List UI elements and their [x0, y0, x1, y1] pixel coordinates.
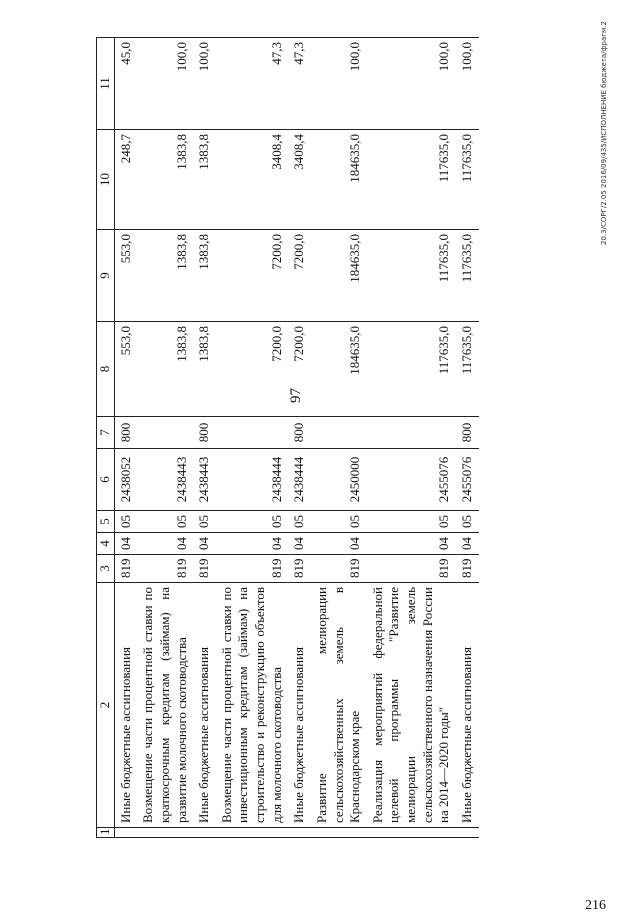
cell-value: 1383,8: [137, 322, 193, 417]
cell-code: 2455076: [456, 449, 479, 511]
budget-table: [96, 37, 479, 838]
cell-value: 3408,4: [216, 130, 289, 230]
cell-value: 7200,0: [288, 230, 311, 322]
cell-code: 819: [456, 555, 479, 583]
cell-value: 117635,0: [456, 322, 479, 417]
cell-value: 184635,0: [311, 230, 367, 322]
cell-code: [367, 417, 456, 449]
cell-code: 800: [288, 417, 311, 449]
cell-value: 1383,8: [137, 130, 193, 230]
header-cell: 8: [97, 322, 115, 417]
cell-code: 819: [193, 555, 216, 583]
cell-code: 05: [367, 511, 456, 533]
cell-col1: [456, 828, 479, 838]
table-row: [114, 38, 137, 838]
cell-code: 819: [216, 555, 289, 583]
cell-col1: [216, 828, 289, 838]
cell-col1: [288, 828, 311, 838]
table-row: [137, 38, 193, 838]
cell-value: 100,0: [367, 38, 456, 130]
cell-col1: [137, 828, 193, 838]
cell-code: 2438444: [288, 449, 311, 511]
header-cell: 9: [97, 230, 115, 322]
cell-code: 04: [456, 533, 479, 555]
bottom-page-number: 216: [585, 898, 606, 913]
cell-code: 800: [456, 417, 479, 449]
cell-code: 819: [367, 555, 456, 583]
header-row: [97, 38, 115, 838]
cell-code: 819: [114, 555, 137, 583]
header-cell: 7: [97, 417, 115, 449]
table-row: [216, 38, 289, 838]
header-cell: 1: [97, 828, 115, 838]
cell-value: 100,0: [193, 38, 216, 130]
cell-code: 04: [137, 533, 193, 555]
header-cell: 6: [97, 449, 115, 511]
cell-code: 2455076: [367, 449, 456, 511]
cell-value: 100,0: [311, 38, 367, 130]
cell-code: 2438444: [216, 449, 289, 511]
cell-value: 1383,8: [193, 322, 216, 417]
header-cell: 3: [97, 555, 115, 583]
cell-description: Иные бюджетные ассигнования: [114, 583, 137, 828]
table-row: [288, 38, 311, 838]
cell-description: Иные бюджетные ассигнования: [193, 583, 216, 828]
cell-code: 04: [288, 533, 311, 555]
cell-value: 7200,0: [288, 322, 311, 417]
cell-value: 117635,0: [367, 230, 456, 322]
cell-code: 05: [137, 511, 193, 533]
cell-value: 184635,0: [311, 130, 367, 230]
cell-value: 248,7: [114, 130, 137, 230]
table-row: [311, 38, 367, 838]
cell-code: 05: [216, 511, 289, 533]
cell-code: 04: [193, 533, 216, 555]
cell-value: 117635,0: [367, 130, 456, 230]
cell-value: 117635,0: [367, 322, 456, 417]
cell-col1: [193, 828, 216, 838]
header-cell: 11: [97, 38, 115, 130]
cell-description: Реализация мероприятий федеральной целевой программы "Развитие мелиорации земель сельскохозяйственного назначения России на 2014—2020 годы": [367, 583, 456, 828]
header-cell: 10: [97, 130, 115, 230]
table-row: [456, 38, 479, 838]
cell-value: 117635,0: [456, 230, 479, 322]
cell-value: 47,3: [216, 38, 289, 130]
cell-code: 800: [114, 417, 137, 449]
cell-description: Иные бюджетные ассигнования: [456, 583, 479, 828]
cell-col1: [311, 828, 367, 838]
cell-code: 2450000: [311, 449, 367, 511]
cell-value: 7200,0: [216, 230, 289, 322]
cell-description: Развитие мелиорации сельскохозяйственных земель в Краснодарском крае: [311, 583, 367, 828]
cell-value: 184635,0: [311, 322, 367, 417]
cell-value: 47,3: [288, 38, 311, 130]
cell-code: 05: [114, 511, 137, 533]
cell-code: 2438443: [193, 449, 216, 511]
cell-code: 05: [311, 511, 367, 533]
page-number: 97: [288, 388, 304, 403]
cell-code: 819: [137, 555, 193, 583]
cell-value: 1383,8: [193, 230, 216, 322]
cell-value: 3408,4: [288, 130, 311, 230]
cell-value: 1383,8: [193, 130, 216, 230]
cell-code: 05: [288, 511, 311, 533]
cell-value: 117635,0: [456, 130, 479, 230]
cell-code: [137, 417, 193, 449]
cell-code: 800: [193, 417, 216, 449]
cell-col1: [367, 828, 456, 838]
cell-code: 819: [311, 555, 367, 583]
cell-code: 04: [114, 533, 137, 555]
cell-value: 7200,0: [216, 322, 289, 417]
cell-description: Возмещение части процентной ставки по инвестиционным кредитам (займам) на строительство и реконструкцию объектов для молочного скотоводства: [216, 583, 289, 828]
header-cell: 4: [97, 533, 115, 555]
cell-value: 553,0: [114, 230, 137, 322]
header-cell: 2: [97, 583, 115, 828]
cell-code: 2438052: [114, 449, 137, 511]
cell-code: 819: [288, 555, 311, 583]
cell-code: 2438443: [137, 449, 193, 511]
table-row: [193, 38, 216, 838]
cell-code: [311, 417, 367, 449]
cell-description: Иные бюджетные ассигнования: [288, 583, 311, 828]
side-stamp: 20.3/СОРГ/2.05 2016/09/435/ИСПОЛНЕНИЕ бюджета/фрагм.2: [600, 21, 608, 245]
table-row: [367, 38, 456, 838]
cell-code: [216, 417, 289, 449]
cell-code: 04: [216, 533, 289, 555]
cell-value: 45,0: [114, 38, 137, 130]
header-cell: 5: [97, 511, 115, 533]
cell-code: 05: [456, 511, 479, 533]
cell-col1: [114, 828, 137, 838]
budget-table-wrapper: [96, 38, 586, 838]
cell-code: 04: [367, 533, 456, 555]
cell-code: 04: [311, 533, 367, 555]
cell-value: 100,0: [137, 38, 193, 130]
cell-description: Возмещение части процентной ставки по краткосрочным кредитам (займам) на развитие молочного скотоводства: [137, 583, 193, 828]
cell-value: 100,0: [456, 38, 479, 130]
cell-code: 05: [193, 511, 216, 533]
cell-value: 553,0: [114, 322, 137, 417]
cell-value: 1383,8: [137, 230, 193, 322]
